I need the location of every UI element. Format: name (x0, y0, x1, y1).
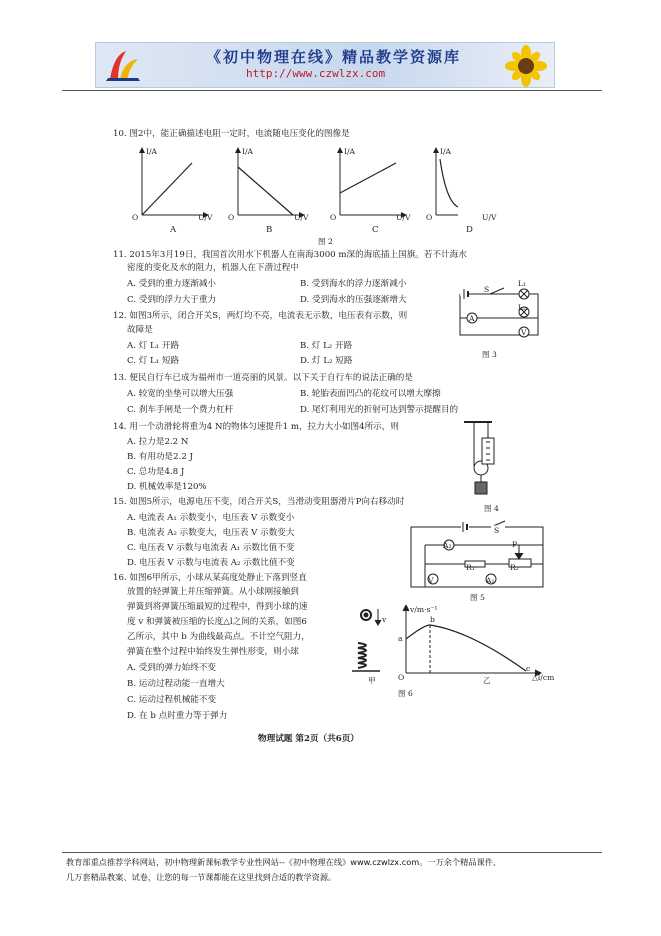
q15-stem: 15. 如图5所示，电源电压不变，闭合开关S，当滑动变阻器滑片P向右移动时 (113, 497, 405, 507)
q10-label-c: C (372, 225, 379, 235)
q16-line-5: 乙所示，其中 b 为曲线最高点。不计空气阻力， (127, 632, 310, 642)
q16-line-6: 弹簧在整个过程中始终发生弹性形变，则小球 (127, 647, 299, 657)
q15-option-b: B. 电流表 A₂ 示数变大，电压表 V 示数变大 (127, 528, 295, 538)
fig6-jia-label: 甲 (368, 676, 376, 685)
q14-stem: 14. 用一个动滑轮将重为4 N的物体匀速提升1 m，拉力大小如图4所示，则 (113, 422, 399, 432)
sunflower-icon (496, 45, 552, 87)
q12-option-a: A. 灯 L₁ 开路 (127, 341, 180, 351)
fig5-switch-label: S (494, 526, 500, 535)
q10-xlabel-d: U/V (482, 213, 497, 222)
banner-url[interactable]: http://www.czwlzx.com (246, 67, 386, 80)
fig6-caption: 图 6 (398, 689, 413, 698)
q13-option-b: B. 轮胎表面凹凸的花纹可以增大摩擦 (300, 389, 441, 399)
q10-graph-b (238, 150, 302, 215)
fig3-switch-label: S (484, 285, 490, 294)
q10-label-a: A (170, 225, 177, 235)
fig5-v-label: V (428, 576, 434, 585)
fig5-a2-label: A₂ (443, 541, 452, 550)
fig6-v-label: v (382, 615, 387, 624)
header-divider (62, 90, 602, 91)
q16-option-c: C. 运动过程机械能不变 (127, 695, 217, 705)
q12-option-d: D. 灯 L₂ 短路 (300, 356, 353, 366)
q12-stem-2: 故障是 (127, 325, 153, 335)
fig3-circuit (450, 280, 550, 350)
fig6-point-c: c (526, 664, 531, 673)
q16-option-d: D. 在 b 点时重力等于弹力 (127, 711, 228, 721)
q11-option-d: D. 受到海水的压强逐渐增大 (300, 295, 407, 305)
fig5-caption: 图 5 (470, 593, 485, 602)
q15-option-c: C. 电压表 V 示数与电流表 A₁ 示数比值不变 (127, 543, 295, 553)
fig5-a1-label: A₁ (486, 576, 495, 585)
footer-line-2: 几万套精品教案、试卷，让您的每一节课都能在这里找到合适的教学资源。 (66, 872, 337, 882)
q12-option-c: C. 灯 L₁ 短路 (127, 356, 180, 366)
q16-line-1: 16. 如图6甲所示，小球从某高度处静止下落到竖直 (113, 573, 307, 583)
q10-stem: 10. 图2中，能正确描述电阻一定时，电流随电压变化的图像是 (113, 129, 350, 139)
fig6-x-axis-label: △l/cm (532, 673, 555, 682)
q16-option-b: B. 运动过程动能一直增大 (127, 679, 225, 689)
q10-graph-a (142, 150, 206, 215)
header-banner (95, 42, 555, 88)
q16-line-3: 弹簧到将弹簧压缩最短的过程中，得到小球的速 (127, 602, 308, 612)
q10-label-b: B (266, 225, 273, 235)
fig3-l2-label: L₂ (518, 303, 527, 312)
fig6-point-a: a (398, 634, 403, 643)
q10-graph-d (436, 150, 458, 215)
q11-stem-2: 密度的变化及水的阻力，机器人在下潜过程中 (127, 263, 299, 273)
q10-label-d: D (466, 225, 473, 235)
q14-option-b: B. 有用功是2.2 J (127, 452, 193, 462)
q13-stem: 13. 便民自行车已成为福州市一道亮丽的风景。以下关于自行车的说法正确的是 (113, 373, 413, 383)
q10-origin-d: O (426, 213, 433, 222)
footer-line-1: 教育部重点推荐学科网站，初中物理新课标教学专业性网站--《初中物理在线》www.czwlzx.com。一万余个精品课件、 (66, 857, 502, 867)
q14-option-d: D. 机械效率是120% (127, 482, 207, 492)
fig3-ammeter-label: A (469, 314, 475, 323)
q13-option-a: A. 较宽的坐垫可以增大压强 (127, 389, 234, 399)
q12-stem-1: 12. 如图3所示，闭合开关S，两灯均不亮，电流表无示数，电压表有示数，则 (113, 311, 408, 321)
fig3-l1-label: L₁ (518, 279, 527, 288)
q10-xlabel-c: U/V (396, 213, 411, 222)
q12-option-b: B. 灯 L₂ 开路 (300, 341, 353, 351)
q14-option-c: C. 总功是4.8 J (127, 467, 185, 477)
q10-xlabel-b: U/V (294, 213, 309, 222)
q16-line-4: 度 v 和弹簧被压缩的长度△l之间的关系，如图6 (127, 617, 307, 627)
fig4-caption: 图 4 (484, 504, 499, 513)
q15-option-d: D. 电压表 V 示数与电流表 A₂ 示数比值不变 (127, 558, 295, 568)
q10-origin-c: O (330, 213, 337, 222)
banner-title: 《初中物理在线》精品教学资源库 (206, 48, 462, 66)
page-number: 物理试题 第2页（共6页） (258, 734, 359, 744)
q10-ylabel-b: I/A (242, 147, 254, 156)
q13-option-d: D. 尾灯利用光的折射可达到警示提醒目的 (300, 405, 459, 415)
q10-origin-b: O (228, 213, 235, 222)
fig4-pulley (462, 418, 522, 500)
fig6-diagram (350, 605, 550, 683)
fig6-yi-label: 乙 (483, 676, 491, 685)
q15-option-a: A. 电流表 A₁ 示数变小，电压表 V 示数变小 (127, 513, 295, 523)
fig6-point-b: b (430, 615, 435, 624)
q10-ylabel-a: I/A (146, 147, 158, 156)
footer-divider (62, 852, 602, 853)
fig5-slider-label: P (512, 540, 518, 549)
q10-origin-a: O (132, 213, 139, 222)
fig5-r1-label: R₁ (466, 563, 475, 572)
q11-option-a: A. 受到的重力逐渐减小 (127, 279, 217, 289)
fig6-origin: O (398, 673, 405, 682)
q16-option-a: A. 受到的弹力始终不变 (127, 663, 217, 673)
q13-option-c: C. 刹车手闸是一个费力杠杆 (127, 405, 234, 415)
q16-line-2: 放置的轻弹簧上并压缩弹簧。从小球刚接触到 (127, 587, 299, 597)
fig3-caption: 图 3 (482, 350, 497, 359)
fig3-voltmeter-label: V (521, 328, 527, 337)
logo-icon (104, 47, 142, 83)
q11-option-b: B. 受到海水的浮力逐渐减小 (300, 279, 407, 289)
fig6-y-axis-label: v/m·s⁻¹ (410, 605, 438, 614)
q11-option-c: C. 受到的浮力大于重力 (127, 295, 217, 305)
q10-ylabel-c: I/A (344, 147, 356, 156)
fig5-circuit (405, 515, 550, 595)
q10-figure-caption: 图 2 (318, 237, 333, 246)
q10-xlabel-a: U/V (198, 213, 213, 222)
q11-stem-1: 11. 2015年3月19日，我国首次用水下机器人在南海3000 m深的海底插上国旗。若不计海水 (113, 250, 467, 260)
fig5-r2-label: R₂ (510, 563, 519, 572)
q10-graph-c (340, 150, 404, 215)
q10-ylabel-d: I/A (440, 147, 452, 156)
q14-option-a: A. 拉力是2.2 N (127, 437, 189, 447)
